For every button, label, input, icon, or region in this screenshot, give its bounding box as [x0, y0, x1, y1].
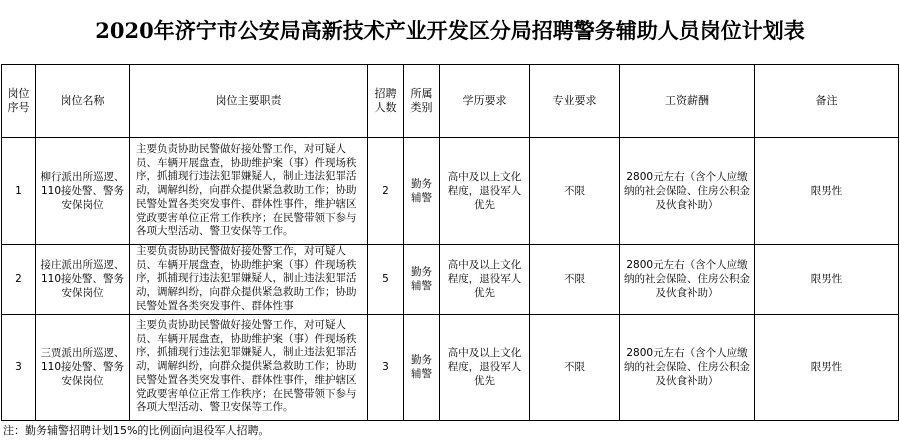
cell-salary: 2800元左右（含个人应缴纳的社会保险、住房公积金及伙食补助）: [620, 314, 755, 420]
table-row: [2, 245, 899, 315]
cell-education: 高中及以上文化程度，退役军人优先: [440, 245, 530, 315]
page-title: 2020年济宁市公安局高新技术产业开发区分局招聘警务辅助人员岗位计划表: [95, 18, 805, 43]
header-count: 招聘人数: [368, 65, 404, 138]
table-header-row: [2, 65, 899, 138]
cell-remark: 限男性: [755, 245, 899, 315]
position-plan-table: [1, 64, 899, 421]
cell-category: 勤务辅警: [404, 245, 440, 315]
cell-seq: 3: [2, 314, 36, 420]
cell-major: 不限: [530, 245, 620, 315]
cell-seq: 1: [2, 138, 36, 245]
cell-name: 接庄派出所巡逻、110接处警、警务安保岗位: [36, 245, 130, 315]
header-salary: 工资薪酬: [620, 65, 755, 138]
cell-education: 高中及以上文化程度，退役军人优先: [440, 314, 530, 420]
header-seq: 岗位序号: [2, 65, 36, 138]
table-row: [2, 138, 899, 245]
header-duty: 岗位主要职责: [130, 65, 368, 138]
cell-remark: 限男性: [755, 138, 899, 245]
cell-salary: 2800元左右（含个人应缴纳的社会保险、住房公积金及伙食补助）: [620, 138, 755, 245]
cell-duty: 主要负责协助民警做好接处警工作，对可疑人员、车辆开展盘查，协助维护案（事）件现场秩序，抓捕现行违法犯罪嫌疑人，制止违法犯罪活动，调解纠纷，向群众提供紧急救助工作；协助民警处置各类突发事件、群体性事: [130, 245, 368, 315]
footnote: 注：勤务辅警招聘计划15%的比例面向退役军人招聘。: [3, 424, 270, 437]
cell-name: 柳行派出所巡逻、110接处警、警务安保岗位: [36, 138, 130, 245]
cell-category: 勤务辅警: [404, 138, 440, 245]
cell-seq: 2: [2, 245, 36, 315]
cell-duty: 主要负责协助民警做好接处警工作，对可疑人员、车辆开展盘查，协助维护案（事）件现场秩序，抓捕现行违法犯罪嫌疑人，制止违法犯罪活动，调解纠纷，向群众提供紧急救助工作；协助民警处置各类突发事件、群体性事件，维护辖区党政要害单位正常工作秩序；在民警带领下参与各项大型活动、警卫安保等工作。: [130, 138, 368, 245]
cell-count: 3: [368, 314, 404, 420]
cell-duty: 主要负责协助民警做好接处警工作，对可疑人员、车辆开展盘查，协助维护案（事）件现场秩序，抓捕现行违法犯罪嫌疑人，制止违法犯罪活动，调解纠纷，向群众提供紧急救助工作；协助民警处置各类突发事件、群体性事件，维护辖区党政要害单位正常工作秩序；在民警带领下参与各项大型活动、警卫安保等工作。: [130, 314, 368, 420]
cell-salary: 2800元左右（含个人应缴纳的社会保险、住房公积金及伙食补助）: [620, 245, 755, 315]
cell-remark: 限男性: [755, 314, 899, 420]
header-major: 专业要求: [530, 65, 620, 138]
cell-major: 不限: [530, 314, 620, 420]
header-category: 所属类别: [404, 65, 440, 138]
cell-major: 不限: [530, 138, 620, 245]
header-remark: 备注: [755, 65, 899, 138]
cell-count: 2: [368, 138, 404, 245]
header-name: 岗位名称: [36, 65, 130, 138]
cell-count: 5: [368, 245, 404, 315]
cell-education: 高中及以上文化程度，退役军人优先: [440, 138, 530, 245]
cell-category: 勤务辅警: [404, 314, 440, 420]
table-row: [2, 314, 899, 420]
header-education: 学历要求: [440, 65, 530, 138]
cell-name: 三贾派出所巡逻、110接处警、警务安保岗位: [36, 314, 130, 420]
